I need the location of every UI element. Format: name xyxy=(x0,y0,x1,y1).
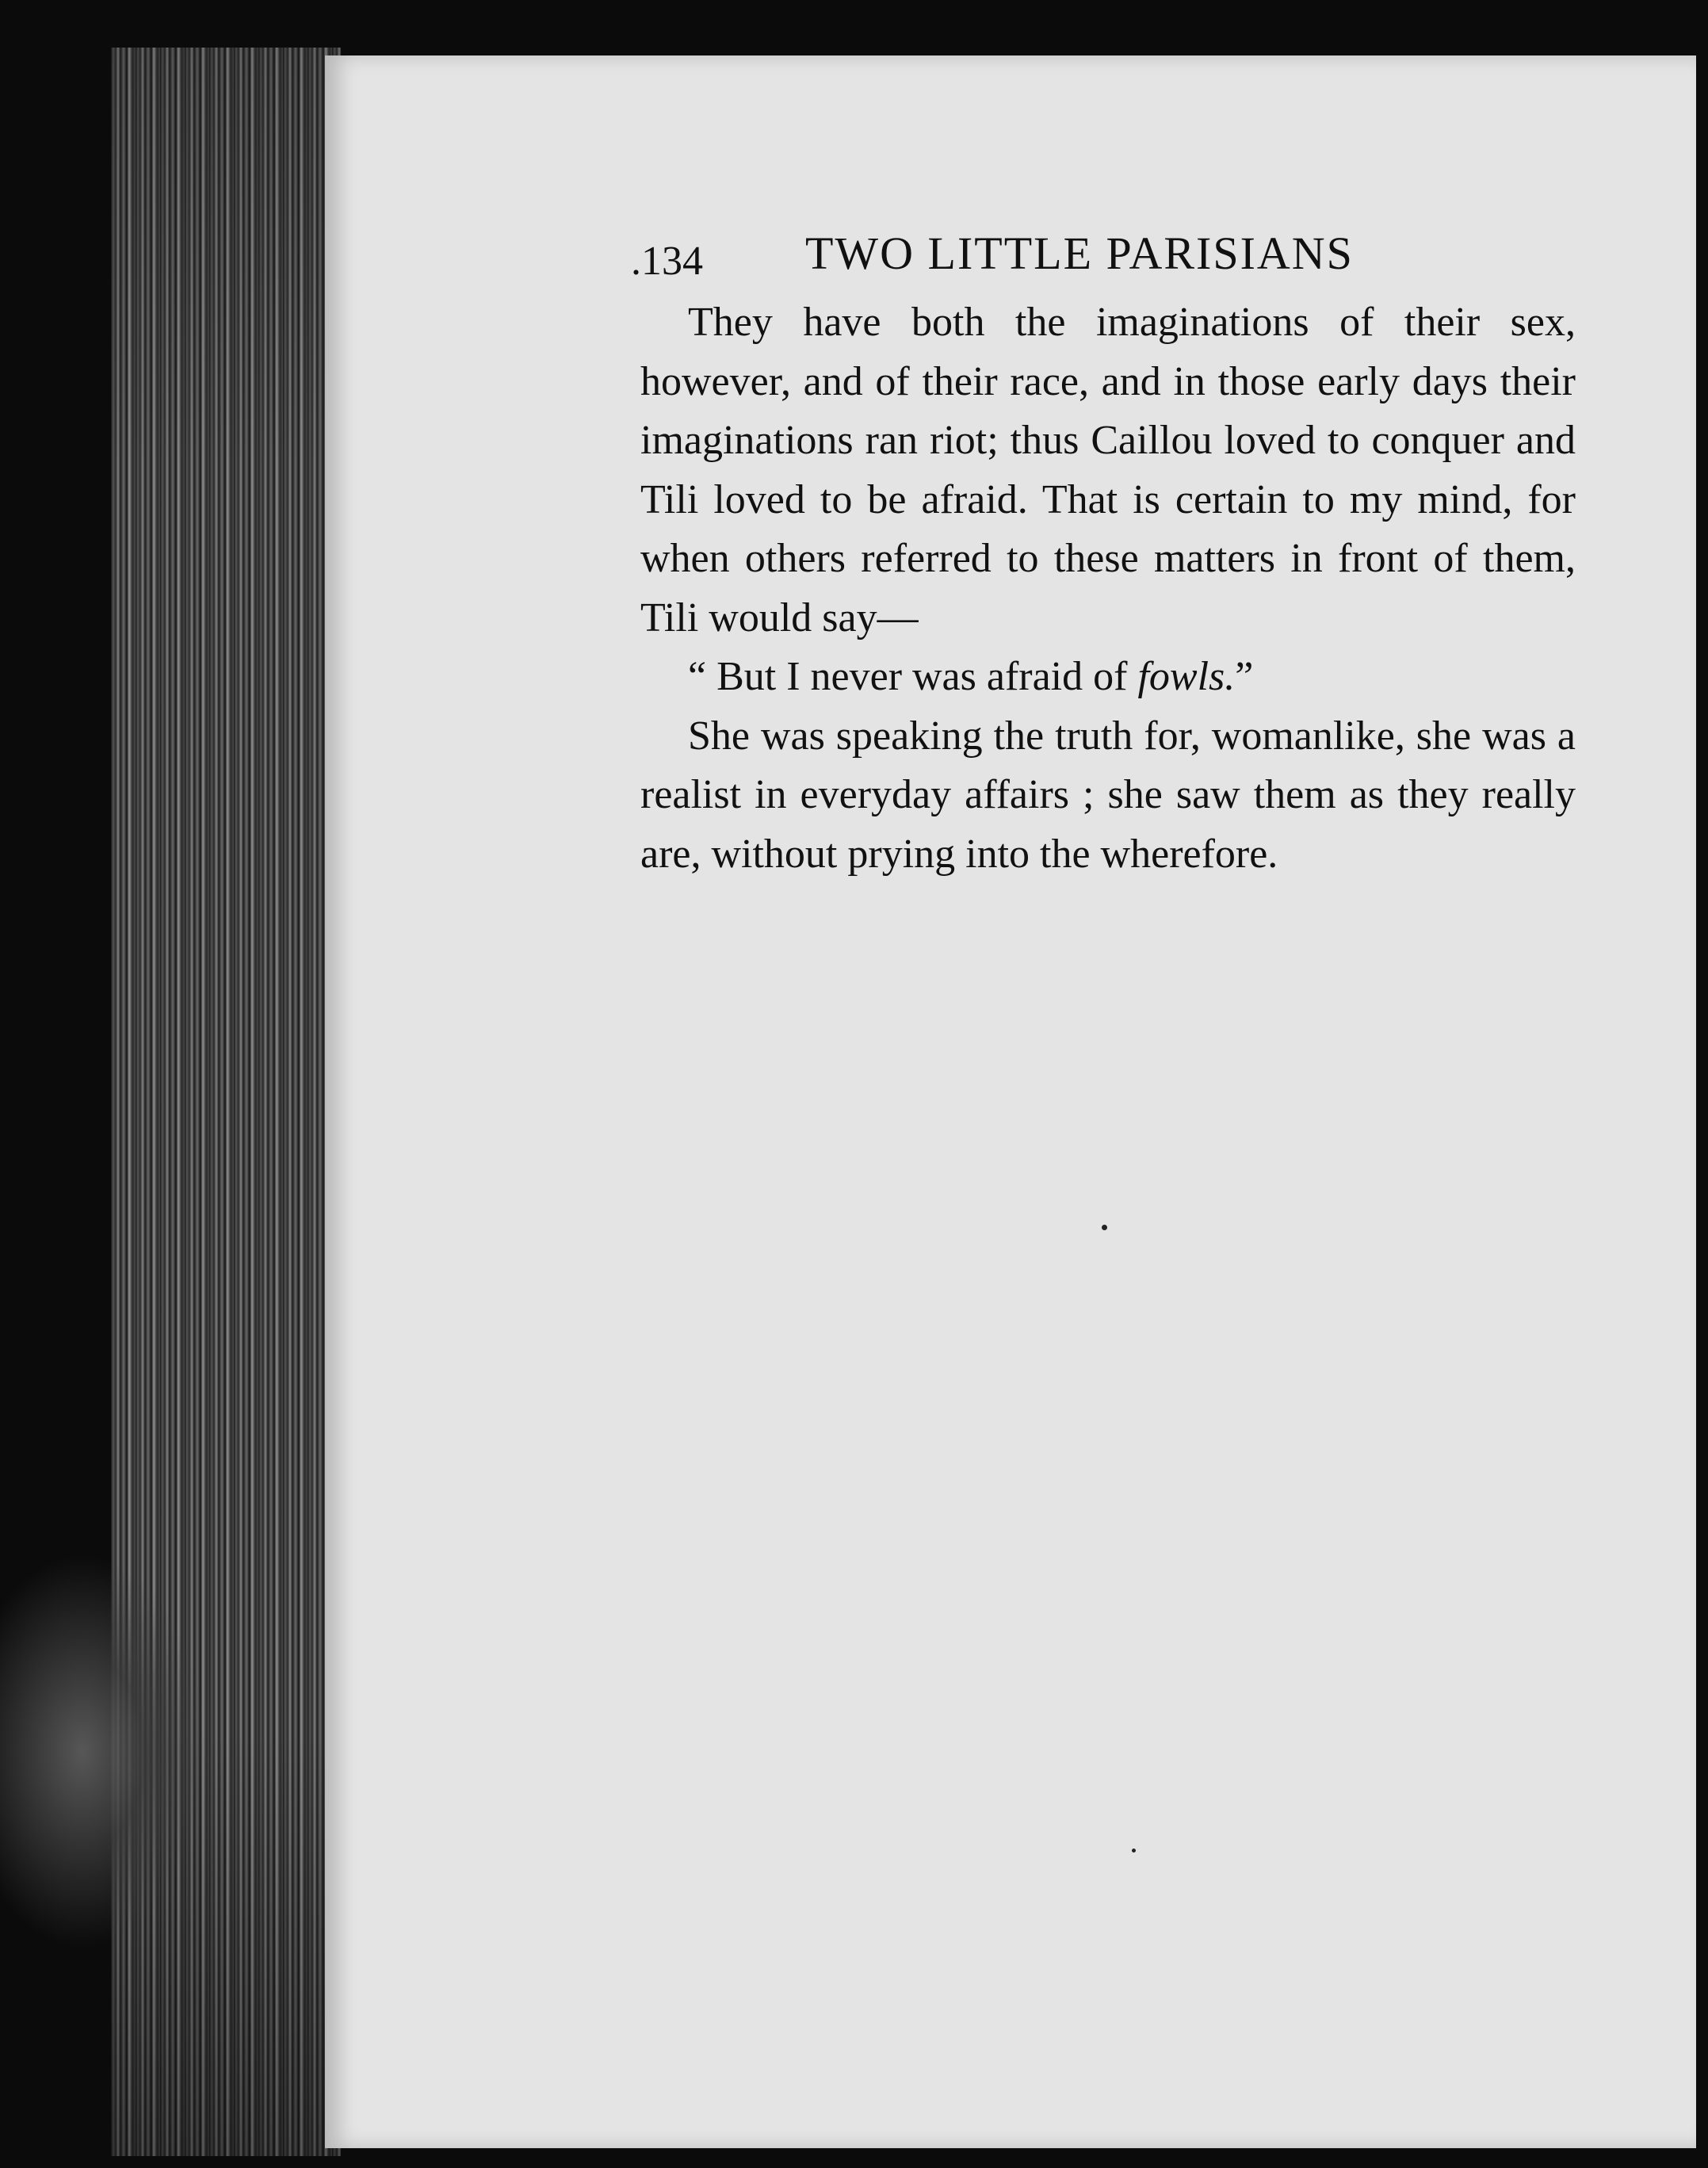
quote-italic-text: fowls. xyxy=(1137,654,1236,699)
worn-corner xyxy=(0,1554,206,1950)
quoted-line xyxy=(640,648,1576,707)
text-block xyxy=(631,214,1576,884)
paragraph-2: She was speaking the truth for, womanlike, she was a realist in everyday affairs ; she saw them as they really are, without prying into the wherefore. xyxy=(640,713,1576,877)
page-number: .134 xyxy=(631,239,703,284)
quote-close-text: ” xyxy=(1235,654,1254,699)
print-speck xyxy=(1102,1225,1107,1230)
running-title: TWO LITTLE PARISIANS xyxy=(805,228,1354,279)
paragraph-1: They have both the imaginations of their sex, however, and of their race, and in those early days their imaginations ran riot; thus Caillou loved to conquer and Tili loved to be afraid. That is certain to my mind, for when others referred to these matters in front of them, Tili would say— xyxy=(640,300,1576,640)
quote-open-text: “ But I never was afraid of xyxy=(688,654,1138,699)
page-sheet xyxy=(325,55,1696,2148)
running-head xyxy=(631,214,1576,293)
print-speck xyxy=(1132,1849,1136,1853)
